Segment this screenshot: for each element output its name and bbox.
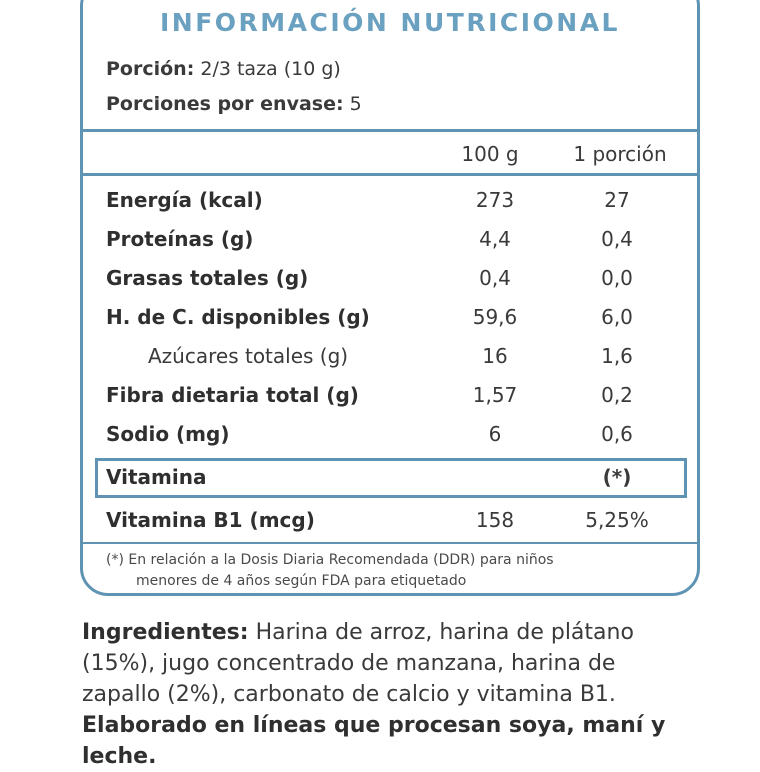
ingredients-label: Ingredientes: (82, 620, 249, 645)
nutrient-name: Azúcares totales (g) (148, 344, 349, 368)
divider-top (80, 129, 700, 132)
value-100g: 6 (488, 422, 502, 446)
ingredients-line: zapallo (2%), carbonato de calcio y vitamina B1. (82, 682, 616, 707)
divider-footnote (80, 542, 700, 544)
ingredients-block (82, 617, 722, 772)
value-100g: 16 (482, 344, 508, 368)
vitamin-header-marker: (*) (602, 465, 632, 489)
vitamin-header-row (0, 465, 760, 501)
value-100g: 1,57 (472, 383, 518, 407)
value-100g: 158 (475, 508, 515, 532)
ingredients-line: (15%), jugo concentrado de manzana, harina de (82, 651, 616, 676)
nutrient-name: Sodio (mg) (106, 422, 230, 446)
column-header-100g: 100 g (461, 142, 519, 166)
value-portion: 27 (604, 188, 630, 212)
value-portion: 0,2 (601, 383, 633, 407)
nutrient-name: Grasas totales (g) (106, 266, 309, 290)
value-100g: 273 (475, 188, 515, 212)
allergen-line: Elaborado en líneas que procesan soya, maní y (82, 713, 666, 738)
table-row (0, 383, 760, 419)
ingredients-line (82, 617, 722, 648)
footnote (106, 550, 554, 592)
ingredients-text: Harina de arroz, harina de plátano (248, 620, 634, 645)
table-row (0, 188, 760, 224)
servings-per-container-label: Porciones por envase: (106, 93, 344, 115)
nutrient-name: Vitamina B1 (mcg) (106, 508, 315, 532)
nutrient-name: H. de C. disponibles (g) (106, 305, 370, 329)
value-portion: 0,4 (601, 227, 633, 251)
vitamin-header-label: Vitamina (106, 465, 207, 489)
table-row (0, 305, 760, 341)
value-100g: 0,4 (479, 266, 511, 290)
value-portion: 0,0 (601, 266, 633, 290)
nutrient-name: Proteínas (g) (106, 227, 254, 251)
nutrient-name: Energía (kcal) (106, 188, 263, 212)
allergen-line: leche. (82, 744, 157, 769)
panel-title: INFORMACIÓN NUTRICIONAL (160, 8, 620, 37)
servings-per-container-value: 5 (349, 93, 362, 115)
serving-size (106, 58, 341, 80)
value-portion: 1,6 (601, 344, 633, 368)
table-row (0, 508, 760, 544)
footnote-line: (*) En relación a la Dosis Diaria Recomendada (DDR) para niños (106, 552, 554, 568)
value-portion: 5,25% (585, 508, 649, 532)
serving-size-value: 2/3 taza (10 g) (200, 58, 341, 80)
value-portion: 0,6 (601, 422, 633, 446)
table-row (0, 266, 760, 302)
value-portion: 6,0 (601, 305, 633, 329)
value-100g: 4,4 (479, 227, 511, 251)
footnote-line: menores de 4 años según FDA para etiquetado (136, 573, 467, 589)
value-100g: 59,6 (472, 305, 518, 329)
serving-size-label: Porción: (106, 58, 195, 80)
nutrient-name: Fibra dietaria total (g) (106, 383, 359, 407)
table-row (0, 344, 760, 380)
divider-header (80, 173, 700, 176)
table-row (0, 227, 760, 263)
servings-per-container (106, 93, 362, 115)
column-header-portion: 1 porción (573, 142, 667, 166)
table-row (0, 422, 760, 458)
